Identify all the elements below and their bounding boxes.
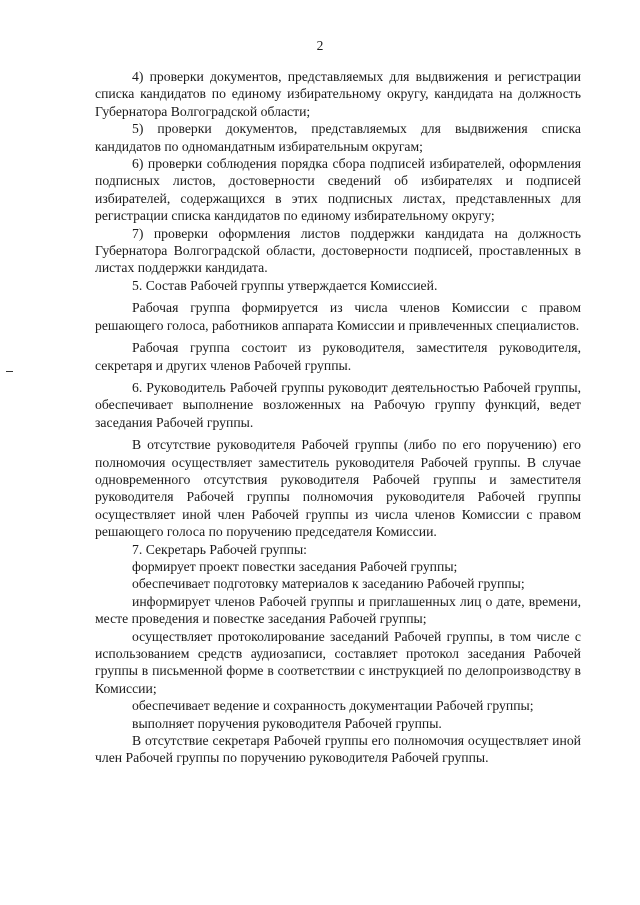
paragraph-group-formation: Рабочая группа формируется из числа членов Комиссии с правом решающего голоса, работников аппарата Комиссии и привлеченных специалистов. (95, 300, 581, 333)
paragraph-item-4: 4) проверки документов, представляемых для выдвижения и регистрации списка кандидатов по единому избирательному округу, кандидата на должность Губернатора Волгоградской области; (95, 69, 581, 119)
paragraph-secretary-minutes: осуществляет протоколирование заседаний Рабочей группы, в том числе с использованием средств аудиозаписи, составляет протокол заседания Рабочей группы в письменной форме в соответствии с инструкцией по делопроизводству в Комиссии; (95, 628, 581, 696)
paragraph-item-6: 6) проверки соблюдения порядка сбора подписей избирателей, оформления подписных листов, достоверности сведений об избирателях и подписей избирателей, содержащихся в этих подписных листах, представленных для регистрации списка кандидатов по единому избирательному округу; (95, 156, 581, 224)
paragraph-group-composition: Рабочая группа состоит из руководителя, заместителя руководителя, секретаря и других членов Рабочей группы. (95, 340, 581, 373)
document-body (95, 68, 581, 767)
paragraph-secretary-documents: обеспечивает ведение и сохранность документации Рабочей группы; (132, 698, 534, 714)
paragraph-section-7: 7. Секретарь Рабочей группы: (132, 541, 307, 557)
paragraph-secretary-orders: выполняет поручения руководителя Рабочей группы. (132, 715, 442, 731)
paragraph-item-5: 5) проверки документов, представляемых для выдвижения списка кандидатов по одномандатным избирательным округам; (95, 121, 581, 154)
paragraph-secretary-materials: обеспечивает подготовку материалов к заседанию Рабочей группы; (132, 576, 525, 592)
paragraph-secretary-absence: В отсутствие секретаря Рабочей группы его полномочия осуществляет иной член Рабочей группы по поручению руководителя Рабочей группы. (95, 733, 581, 766)
paragraph-secretary-inform: информирует членов Рабочей группы и приглашенных лиц о дате, времени, месте проведения и повестке заседания Рабочей группы; (95, 593, 581, 627)
page-number: 2 (316, 38, 324, 53)
paragraph-section-5: 5. Состав Рабочей группы утверждается Комиссией. (132, 277, 438, 293)
paragraph-head-absence: В отсутствие руководителя Рабочей группы (либо по его поручению) его полномочия осуществляет заместитель руководителя Рабочей группы. В случае одновременного отсутствия руководителя Рабочей группы и заместителя руководителя Рабочей группы полномочия руководителя Рабочей группы осуществляет иной член Рабочей группы из числа членов Комиссии с правом решающего голоса по поручению председателя Комиссии. (95, 437, 581, 540)
paragraph-secretary-agenda: формирует проект повестки заседания Рабочей группы; (132, 558, 458, 574)
margin-mark (6, 371, 13, 372)
paragraph-section-6: 6. Руководитель Рабочей группы руководит деятельностью Рабочей группы, обеспечивает выполнение возложенных на Рабочую группу функций, ведет заседания Рабочей группы. (95, 379, 581, 430)
paragraph-item-7: 7) проверки оформления листов поддержки кандидата на должность Губернатора Волгоградской области, достоверности подписей, проставленных в листах поддержки кандидата. (95, 225, 581, 276)
